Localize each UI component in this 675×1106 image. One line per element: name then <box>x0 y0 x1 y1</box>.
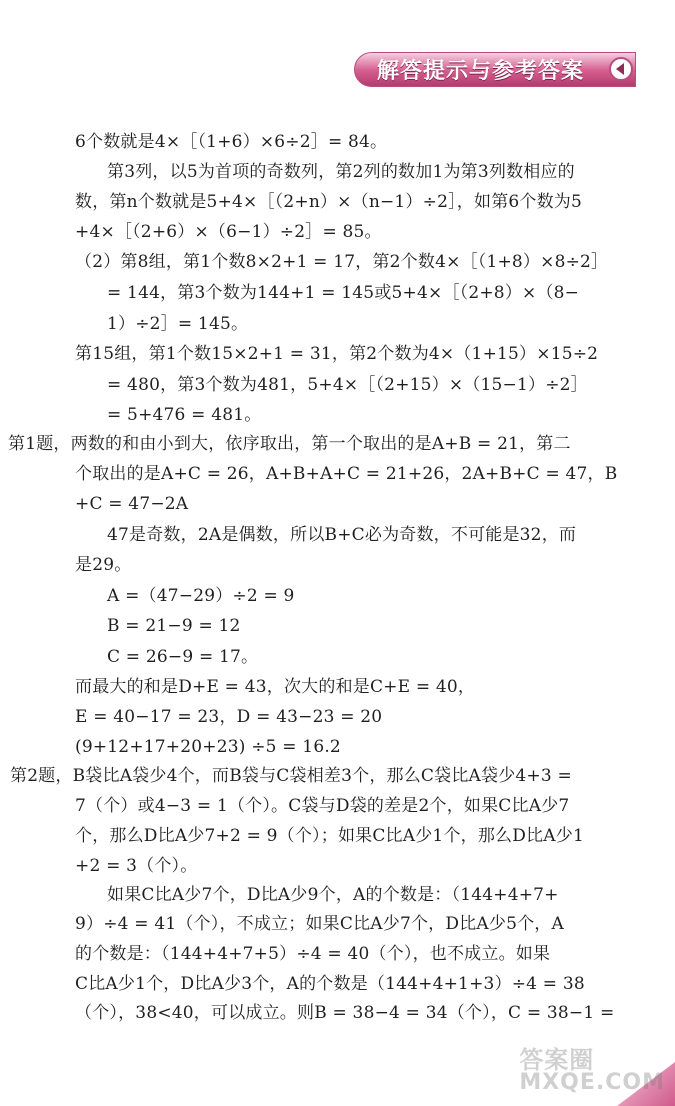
text-line: = 5+476 = 481。 <box>107 405 262 425</box>
text-line: E = 40−17 = 23，D = 43−23 = 20 <box>75 707 383 727</box>
text-line: 是29。 <box>75 555 132 575</box>
text-line: （2）第8组，第1个数8×2+1 = 17，第2个数4×［（1+8）×8÷2］ <box>75 252 609 272</box>
left-arrow-icon <box>609 57 633 81</box>
text-line: 个，那么D比A少7+2 = 9（个）；如果C比A少1个，那么D比A少1 <box>75 826 584 846</box>
text-line: (9+12+17+20+23) ÷5 = 16.2 <box>75 737 341 757</box>
text-line: = 480，第3个数为481，5+4×［（2+15）×（15−1）÷2］ <box>107 375 588 395</box>
text-line: +2 = 3（个）。 <box>75 856 198 876</box>
text-line: 第1题，两数的和由小到大，依序取出，第一个取出的是A+B = 21，第二 <box>8 434 571 454</box>
text-line: B = 21−9 = 12 <box>107 616 241 636</box>
text-line: +4×［（2+6）×（6−1）÷2］= 85。 <box>75 222 382 242</box>
text-line: 数，第n个数就是5+4×［（2+n）×（n−1）÷2］，如第6个数为5 <box>75 192 583 212</box>
text-line: 9）÷4 = 41（个），不成立；如果C比A少7个，D比A少5个，A <box>75 914 564 934</box>
text-line: 如果C比A少7个，D比A少9个，A的个数是：（144+4+7+ <box>107 885 559 905</box>
watermark-top-text: 答案圈 <box>519 1046 595 1074</box>
text-line: 而最大的和是D+E = 43，次大的和是C+E = 40， <box>75 677 476 697</box>
text-line: C比A少1个，D比A少3个，A的个数是（144+4+1+3）÷4 = 38 <box>75 974 585 994</box>
text-line: 第3列，以5为首项的奇数列，第2列的数加1为第3列数相应的 <box>107 162 575 182</box>
text-line: 47是奇数，2A是偶数，所以B+C必为奇数，不可能是32，而 <box>107 525 577 545</box>
section-header-title: 解答提示与参考答案 <box>377 59 585 84</box>
text-line: 6个数就是4×［（1+6）×6÷2］= 84。 <box>75 132 388 152</box>
watermark-bottom-text: MXQE.COM <box>519 1070 665 1095</box>
text-line: 的个数是：（144+4+7+5）÷4 = 40（个），也不成立。如果 <box>75 944 551 964</box>
text-line: 7（个）或4−3 = 1（个）。C袋与D袋的差是2个，如果C比A少7 <box>75 796 570 816</box>
text-line: （个），38<40，可以成立。则B = 38−4 = 34（个），C = 38−1 = <box>75 1003 615 1023</box>
text-line: 1）÷2］= 145。 <box>107 314 249 334</box>
text-line: 第2题，B袋比A袋少4个，而B袋与C袋相差3个，那么C袋比A袋少4+3 = <box>10 766 572 786</box>
text-line: 第15组，第1个数15×2+1 = 31，第2个数为4×（1+15）×15÷2 <box>75 344 599 364</box>
text-line: +C = 47−2A <box>75 494 189 514</box>
watermark <box>519 1048 665 1094</box>
text-line: A =（47−29）÷2 = 9 <box>107 586 295 606</box>
text-line: 个取出的是A+C = 26，A+B+A+C = 21+26，2A+B+C = 47，B <box>75 464 618 484</box>
section-header-banner <box>354 52 636 87</box>
text-line: = 144，第3个数为144+1 = 145或5+4×［（2+8）×（8− <box>107 283 580 303</box>
text-line: C = 26−9 = 17。 <box>107 647 259 667</box>
